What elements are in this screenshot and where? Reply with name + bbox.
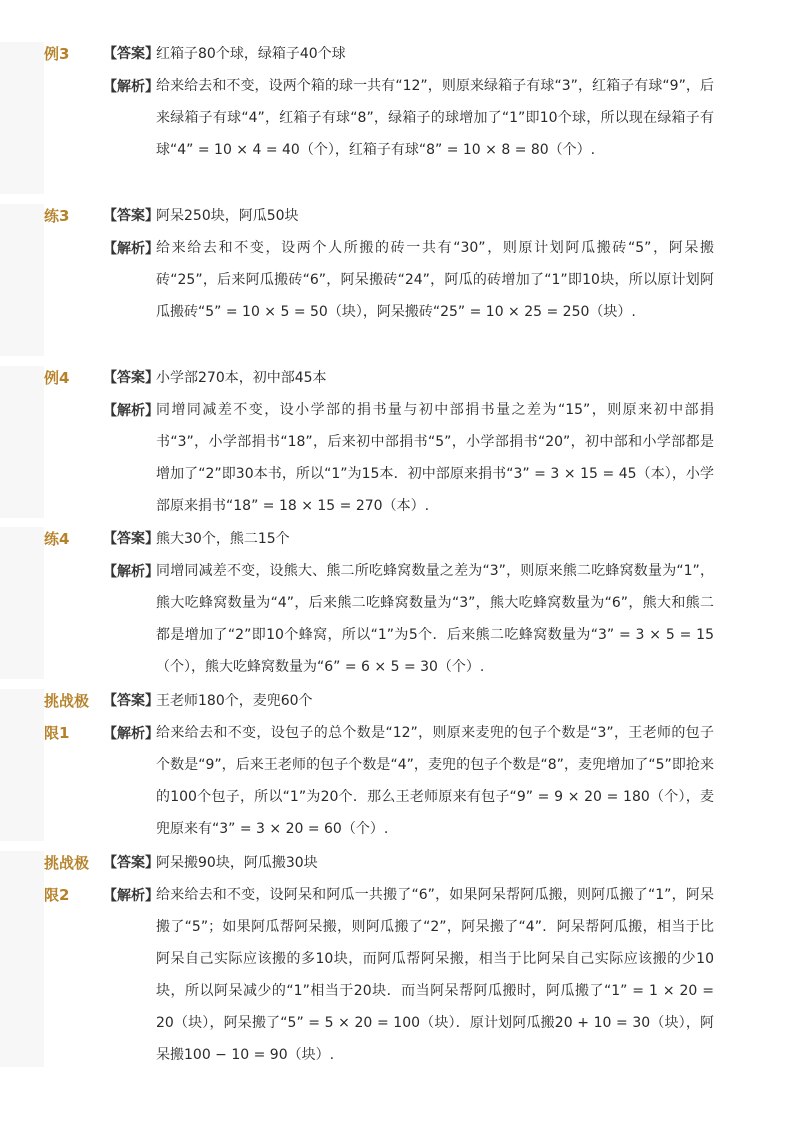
explain-tag: 【解析】 <box>103 241 159 257</box>
item-label-cont: 限2 <box>44 886 70 904</box>
answer-text: 阿呆搬90块，阿瓜搬30块 <box>156 855 318 871</box>
label-bar <box>0 366 44 518</box>
answer-text: 王老师180个，麦兜60个 <box>156 693 313 709</box>
answer-text: 阿呆250块，阿瓜50块 <box>156 208 299 224</box>
answer-tag: 【答案】 <box>103 855 159 871</box>
answer-text: 熊大30个，熊二15个 <box>156 531 290 547</box>
item-label: 例4 <box>44 369 70 387</box>
explain-text: 同增同减差不变，设熊大、熊二所吃蜂窝数量之差为“3”，则原来熊二吃蜂窝数量为“1”，熊大吃蜂窝数量为“4”，后来熊二吃蜂窝数量为“3”，熊大吃蜂窝数量为“6”，熊大和熊二都是增加了“2”即10个蜂窝，所以“1”为5个．后来熊二吃蜂窝数量为“3” = 3 × 5 = 15（个），熊大吃蜂窝数量为“6” = 6 × 5 = 30（个）. <box>156 563 714 675</box>
label-bar <box>0 204 44 356</box>
explain-text: 给来给去和不变，设包子的总个数是“12”，则原来麦兜的包子个数是“3”，王老师的包子个数是“9”，后来王老师的包子个数是“4”，麦兜的包子个数是“8”，麦兜增加了“5”即抢来的100个包子，所以“1”为20个．那么王老师原来有包子“9” = 9 × 20 = 180（个），麦兜原来有“3” = 3 × 20 = 60（个）. <box>156 725 714 837</box>
item-label: 练3 <box>44 207 70 225</box>
explain-tag: 【解析】 <box>103 79 159 95</box>
item-label: 挑战极 <box>44 854 90 872</box>
answer-tag: 【答案】 <box>103 370 159 386</box>
item-label-cont: 限1 <box>44 724 70 742</box>
explain-text: 给来给去和不变，设两个人所搬的砖一共有“30”，则原计划阿瓜搬砖“5”，阿呆搬砖“25”，后来阿瓜搬砖“6”，阿呆搬砖“24”，阿瓜的砖增加了“1”即10块，所以原计划阿瓜搬砖“5” = 10 × 5 = 50（块），阿呆搬砖“25” = 10 × 25 = 250（块）. <box>156 240 714 320</box>
answer-tag: 【答案】 <box>103 693 159 709</box>
explain-tag: 【解析】 <box>103 564 159 580</box>
label-bar <box>0 689 44 841</box>
explain-text: 给来给去和不变，设两个箱的球一共有“12”，则原来绿箱子有球“3”，红箱子有球“9”，后来绿箱子有球“4”，红箱子有球“8”，绿箱子的球增加了“1”即10个球，所以现在绿箱子有球“4” = 10 × 4 = 40（个），红箱子有球“8” = 10 × 8 = 80（个）. <box>156 78 714 158</box>
explain-tag: 【解析】 <box>103 403 159 419</box>
item-label: 练4 <box>44 530 70 548</box>
label-bar <box>0 42 44 194</box>
answer-text: 红箱子80个球，绿箱子40个球 <box>156 46 346 62</box>
explain-text: 同增同减差不变，设小学部的捐书量与初中部捐书量之差为“15”，则原来初中部捐书“3”，小学部捐书“18”，后来初中部捐书“5”，小学部捐书“20”，初中部和小学部都是增加了“2”即30本书，所以“1”为15本．初中部原来捐书“3” = 3 × 15 = 45（本），小学部原来捐书“18” = 18 × 15 = 270（本）. <box>156 402 714 514</box>
label-bar <box>0 851 44 1067</box>
explain-tag: 【解析】 <box>103 726 159 742</box>
explain-tag: 【解析】 <box>103 888 159 904</box>
answer-text: 小学部270本，初中部45本 <box>156 370 327 386</box>
answer-tag: 【答案】 <box>103 531 159 547</box>
label-bar <box>0 527 44 679</box>
item-label: 例3 <box>44 45 70 63</box>
answer-tag: 【答案】 <box>103 46 159 62</box>
answer-tag: 【答案】 <box>103 208 159 224</box>
explain-text: 给来给去和不变，设阿呆和阿瓜一共搬了“6”，如果阿呆帮阿瓜搬，则阿瓜搬了“1”，阿呆搬了“5”；如果阿瓜帮阿呆搬，则阿瓜搬了“2”，阿呆搬了“4”．阿呆帮阿瓜搬，相当于比阿呆自己实际应该搬的多10块，而阿瓜帮阿呆搬，相当于比阿呆自己实际应该搬的少10块，所以阿呆减少的“1”相当于20块．而当阿呆帮阿瓜搬时，阿瓜搬了“1” = 1 × 20 = 20（块），阿呆搬了“5” = 5 × 20 = 100（块）．原计划阿瓜搬20 + 10 = 30（块），阿呆搬100 − 10 = 90（块）. <box>156 887 714 1063</box>
item-label: 挑战极 <box>44 692 90 710</box>
